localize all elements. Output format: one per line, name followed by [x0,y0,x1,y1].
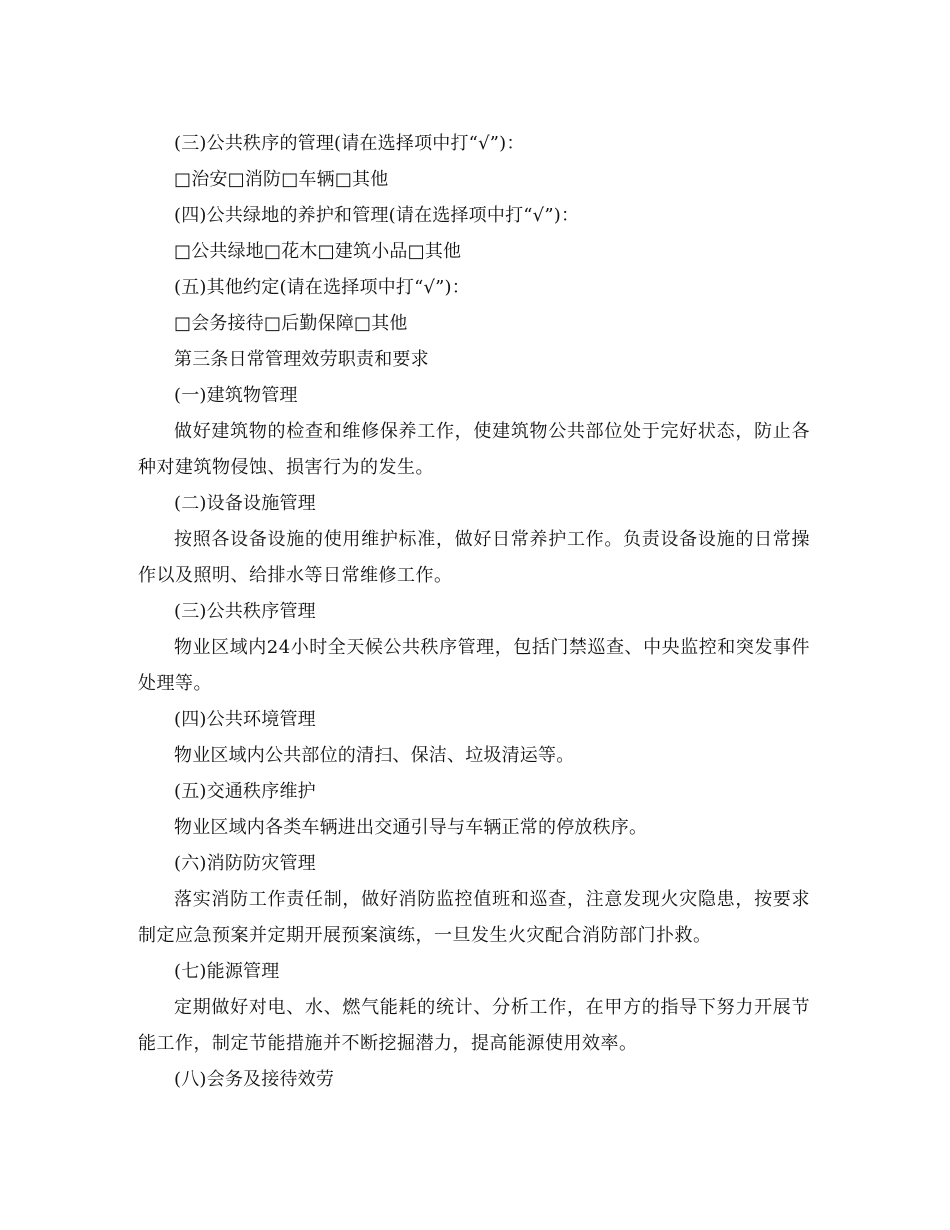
document-body [138,126,818,1098]
checkbox-options-other: □会务接待□后勤保障□其他 [174,313,408,334]
section-heading-energy: (七)能源管理 [174,961,280,982]
paragraph-energy: 定期做好对电、水、燃气能耗的统计、分析工作，在甲方的指导下努力开展节能工作，制定节能措施并不断挖掘潜力，提高能源使用效率。 [138,997,810,1054]
paragraph-environment: 物业区域内公共部位的清扫、保洁、垃圾清运等。 [174,745,575,766]
section-heading-building-management: (一)建筑物管理 [174,385,298,406]
section-heading-traffic: (五)交通秩序维护 [174,781,316,802]
section-heading-public-order-options: (三)公共秩序的管理(请在选择项中打“√”)： [174,133,525,154]
section-heading-environment: (四)公共环境管理 [174,709,316,730]
paragraph-building-management: 做好建筑物的检查和维修保养工作，使建筑物公共部位处于完好状态，防止各种对建筑物侵蚀、损害行为的发生。 [138,421,810,478]
paragraph-equipment-management: 按照各设备设施的使用维护标准，做好日常养护工作。负责设备设施的日常操作以及照明、给排水等日常维修工作。 [138,529,810,586]
section-heading-fire-safety: (六)消防防灾管理 [174,853,316,874]
section-heading-green-space-options: (四)公共绿地的养护和管理(请在选择项中打“√”)： [174,205,580,226]
paragraph-fire-safety: 落实消防工作责任制，做好消防监控值班和巡查，注意发现火灾隐患，按要求制定应急预案并定期开展预案演练，一旦发生火灾配合消防部门扑救。 [138,889,810,946]
article-title-daily-management: 第三条日常管理效劳职责和要求 [174,349,429,370]
checkbox-options-green-space: □公共绿地□花木□建筑小品□其他 [174,241,462,262]
section-heading-public-order: (三)公共秩序管理 [174,601,316,622]
section-heading-equipment-management: (二)设备设施管理 [174,493,316,514]
paragraph-traffic: 物业区域内各类车辆进出交通引导与车辆正常的停放秩序。 [174,817,648,838]
paragraph-public-order: 物业区域内24小时全天候公共秩序管理，包括门禁巡查、中央监控和突发事件处理等。 [138,637,810,694]
section-heading-conference-reception: (八)会务及接待效劳 [174,1069,335,1090]
checkbox-options-public-order: □治安□消防□车辆□其他 [174,169,389,190]
section-heading-other-agreements: (五)其他约定(请在选择项中打“√”)： [174,277,470,298]
